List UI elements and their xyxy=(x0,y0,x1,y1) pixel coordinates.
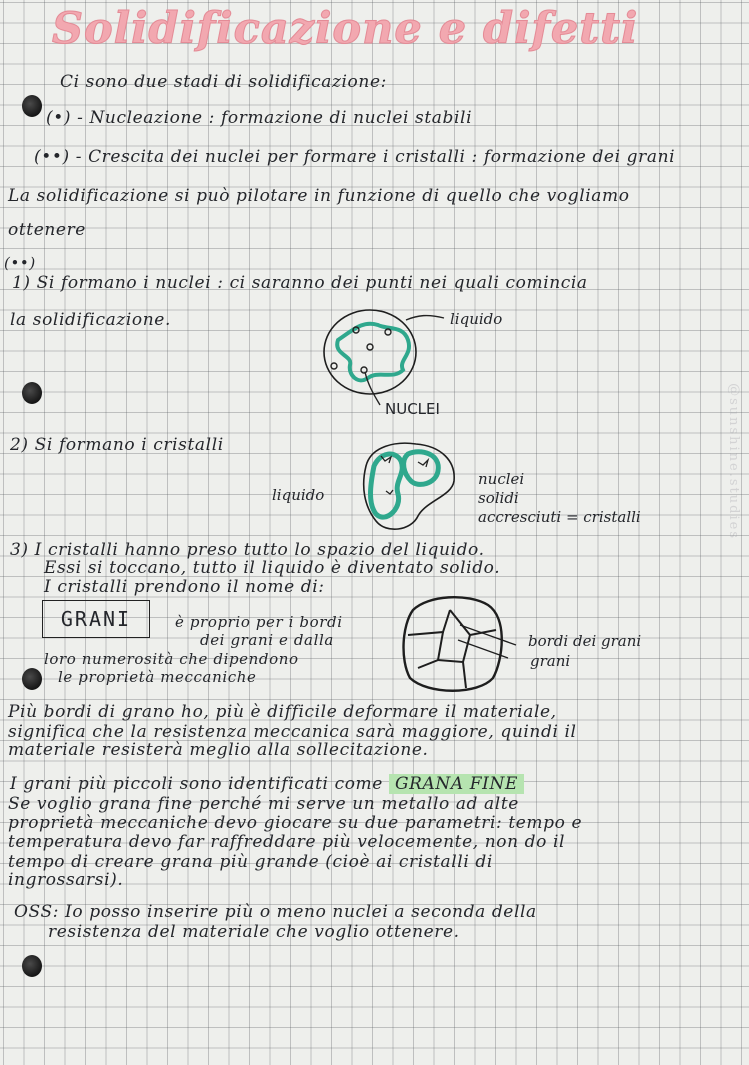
para1-line1: La solidificazione si può pilotare in funzione di quello che vogliamo xyxy=(8,186,630,206)
fig2-liquid-label: liquido xyxy=(272,486,325,504)
grana-fine-highlight: GRANA FINE xyxy=(389,774,524,794)
para2-line3: materiale resisterà meglio alla sollecitazione. xyxy=(8,740,429,760)
fig3-grani-label: grani xyxy=(530,652,571,670)
grani-box: GRANI xyxy=(42,600,150,638)
step3-line1: 3) I cristalli hanno preso tutto lo spazio del liquido. xyxy=(10,540,485,560)
crystal-growth-diagram xyxy=(356,436,476,536)
fig1-liquid-label: liquido xyxy=(450,310,503,328)
punch-hole-4 xyxy=(22,955,42,977)
grani-line2: dei grani e dalla xyxy=(200,631,334,649)
step3-line3: I cristalli prendono il nome di: xyxy=(44,577,325,597)
para1-line2: ottenere xyxy=(8,220,86,240)
para3-line4: temperatura devo far raffreddare più velocemente, non do il xyxy=(8,832,566,852)
obs-line1: OSS: Io posso inserire più o meno nuclei a seconda della xyxy=(14,902,537,922)
para2-line1: Più bordi di grano ho, più è difficile deformare il materiale, xyxy=(8,702,557,722)
marker: (••) xyxy=(4,254,36,272)
fig1-nuclei-label: NUCLEI xyxy=(385,400,440,418)
fig3-bordi-label: bordi dei grani xyxy=(528,632,642,650)
intro-line: Ci sono due stadi di solidificazione: xyxy=(60,72,387,92)
grani-line4: le proprietà meccaniche xyxy=(58,668,257,686)
punch-hole-1 xyxy=(22,95,42,117)
step2-line: 2) Si formano i cristalli xyxy=(10,435,224,455)
fig2-label-b: solidi xyxy=(478,489,519,507)
page-title: Solidificazione e difetti xyxy=(52,4,639,54)
grani-line3: loro numerosità che dipendono xyxy=(44,650,299,668)
step1-line2: la solidificazione. xyxy=(10,310,171,330)
para3-line6: ingrossarsi). xyxy=(8,870,124,890)
grani-line1: è proprio per i bordi xyxy=(175,613,343,631)
para2-line2: significa che la resistenza meccanica sarà maggiore, quindi il xyxy=(8,722,577,742)
para3-line1 xyxy=(10,774,524,794)
grains-diagram xyxy=(398,590,528,700)
obs-line2: resistenza del materiale che voglio ottenere. xyxy=(48,922,460,942)
stage-1: (•) - Nucleazione : formazione di nuclei stabili xyxy=(46,108,473,128)
step1-line1: 1) Si formano i nuclei : ci saranno dei punti nei quali comincia xyxy=(12,273,588,293)
para3-text: I grani più piccoli sono identificati come xyxy=(10,774,383,794)
watermark: @sunshine.studies xyxy=(726,383,741,540)
para3-line5: tempo di creare grana più grande (cioè ai cristalli di xyxy=(8,852,493,872)
fig2-label-a: nuclei xyxy=(478,470,525,488)
para3-line3: proprietà meccaniche devo giocare su due parametri: tempo e xyxy=(8,813,583,833)
stage-2: (••) - Crescita dei nuclei per formare i cristalli : formazione dei grani xyxy=(34,147,676,167)
step3-line2: Essi si toccano, tutto il liquido è diventato solido. xyxy=(44,558,501,578)
para3-line2: Se voglio grana fine perché mi serve un metallo ad alte xyxy=(8,794,519,814)
fig2-label-c: accresciuti = cristalli xyxy=(478,508,641,526)
punch-hole-3 xyxy=(22,668,42,690)
nucleation-diagram xyxy=(318,300,458,410)
punch-hole-2 xyxy=(22,382,42,404)
